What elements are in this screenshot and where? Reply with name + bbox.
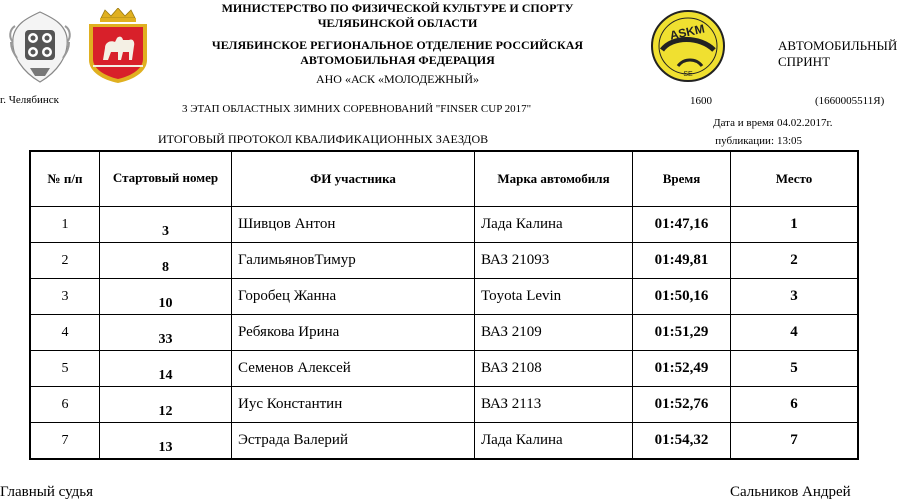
col-header-car: Марка автомобиля xyxy=(475,151,633,207)
col-header-number: № п/п xyxy=(30,151,100,207)
table-row xyxy=(30,351,858,387)
table-row xyxy=(30,207,858,243)
col-header-start-number: Стартовый номер xyxy=(100,151,232,207)
chief-judge-name: Сальников Андрей xyxy=(730,484,851,500)
federation-line-2: АВТОМОБИЛЬНАЯ ФЕДЕРАЦИЯ xyxy=(300,53,495,67)
results-table xyxy=(29,150,859,460)
ano-title: АНО «АСК «МОЛОДЕЖНЫЙ» xyxy=(315,72,480,86)
cell-place: 2 xyxy=(731,243,859,279)
cell-participant: Горобец Жанна xyxy=(232,279,475,315)
cell-number: 3 xyxy=(30,279,100,315)
federation-title xyxy=(150,38,645,68)
cell-place: 3 xyxy=(731,279,859,315)
cell-place: 6 xyxy=(731,387,859,423)
competition-stage: 3 ЭТАП ОБЛАСТНЫХ ЗИМНИХ СОРЕВНОВАНИЙ "FINSER CUP 2017" xyxy=(182,103,532,115)
ministry-title xyxy=(150,1,645,31)
cell-car: Toyota Levin xyxy=(475,279,633,315)
time-value: 13:05 xyxy=(777,135,803,147)
askm-club-logo xyxy=(648,6,728,84)
table-row xyxy=(30,387,858,423)
table-row xyxy=(30,279,858,315)
col-header-participant: ФИ участника xyxy=(232,151,475,207)
cell-participant: Семенов Алексей xyxy=(232,351,475,387)
table-row xyxy=(30,423,858,460)
cell-place: 4 xyxy=(731,315,859,351)
cell-time: 01:52,49 xyxy=(633,351,731,387)
publication-datetime-labels xyxy=(702,114,774,150)
cell-number: 5 xyxy=(30,351,100,387)
ministry-line-1: МИНИСТЕРСТВО ПО ФИЗИЧЕСКОЙ КУЛЬТУРЕ И СПОРТУ xyxy=(221,1,574,15)
cell-participant: Иус Константин xyxy=(232,387,475,423)
cell-number: 6 xyxy=(30,387,100,423)
svg-text:ASKM: ASKM xyxy=(668,21,706,43)
sports-emblem-logo xyxy=(5,8,75,86)
publication-datetime-values xyxy=(777,114,833,150)
federation-line-1: ЧЕЛЯБИНСКОЕ РЕГИОНАЛЬНОЕ ОТДЕЛЕНИЕ РОССИЙСКАЯ xyxy=(211,38,584,52)
cell-participant: Шивцов Антон xyxy=(232,207,475,243)
cell-participant: Эстрада Валерий xyxy=(232,423,475,460)
sport-type-line-2: СПРИНТ xyxy=(778,54,831,69)
col-header-time: Время xyxy=(633,151,731,207)
cell-car: ВАЗ 2109 xyxy=(475,315,633,351)
cell-time: 01:50,16 xyxy=(633,279,731,315)
cell-number: 7 xyxy=(30,423,100,460)
table-header-row xyxy=(30,151,858,207)
date-value: 04.02.2017г. xyxy=(777,117,833,129)
cell-start-number: 14 xyxy=(100,351,232,387)
sport-type-line-1: АВТОМОБИЛЬНЫЙ xyxy=(778,38,898,53)
cell-time: 01:52,76 xyxy=(633,387,731,423)
cell-number: 2 xyxy=(30,243,100,279)
cell-car: ВАЗ 2113 xyxy=(475,387,633,423)
cell-car: ВАЗ 2108 xyxy=(475,351,633,387)
cell-time: 01:54,32 xyxy=(633,423,731,460)
ministry-line-2: ЧЕЛЯБИНСКОЙ ОБЛАСТИ xyxy=(317,16,478,30)
chelyabinsk-coat-of-arms-logo xyxy=(85,8,151,84)
cell-place: 5 xyxy=(731,351,859,387)
cell-start-number: 8 xyxy=(100,243,232,279)
cell-number: 1 xyxy=(30,207,100,243)
date-label: Дата и время xyxy=(713,117,774,129)
cell-start-number: 10 xyxy=(100,279,232,315)
publication-label: публикации: xyxy=(715,135,774,147)
table-row xyxy=(30,315,858,351)
cell-time: 01:51,29 xyxy=(633,315,731,351)
competition-code: 1600 xyxy=(690,95,712,107)
table-row xyxy=(30,243,858,279)
license-number: (1660005511Я) xyxy=(815,95,885,107)
col-header-place: Место xyxy=(731,151,859,207)
cell-car: Лада Калина xyxy=(475,207,633,243)
cell-place: 1 xyxy=(731,207,859,243)
chief-judge-label: Главный судья xyxy=(0,484,94,500)
svg-text:SE: SE xyxy=(683,71,693,78)
cell-start-number: 33 xyxy=(100,315,232,351)
cell-start-number: 3 xyxy=(100,207,232,243)
cell-place: 7 xyxy=(731,423,859,460)
cell-time: 01:47,16 xyxy=(633,207,731,243)
cell-number: 4 xyxy=(30,315,100,351)
cell-start-number: 13 xyxy=(100,423,232,460)
cell-time: 01:49,81 xyxy=(633,243,731,279)
cell-participant: Ребякова Ирина xyxy=(232,315,475,351)
cell-car: Лада Калина xyxy=(475,423,633,460)
cell-participant: ГалимьяновТимур xyxy=(232,243,475,279)
protocol-title: ИТОГОВЫЙ ПРОТОКОЛ КВАЛИФИКАЦИОННЫХ ЗАЕЗДОВ xyxy=(158,132,489,146)
cell-start-number: 12 xyxy=(100,387,232,423)
sport-type xyxy=(778,38,897,70)
city-label: г. Челябинск xyxy=(0,94,59,106)
cell-car: ВАЗ 21093 xyxy=(475,243,633,279)
